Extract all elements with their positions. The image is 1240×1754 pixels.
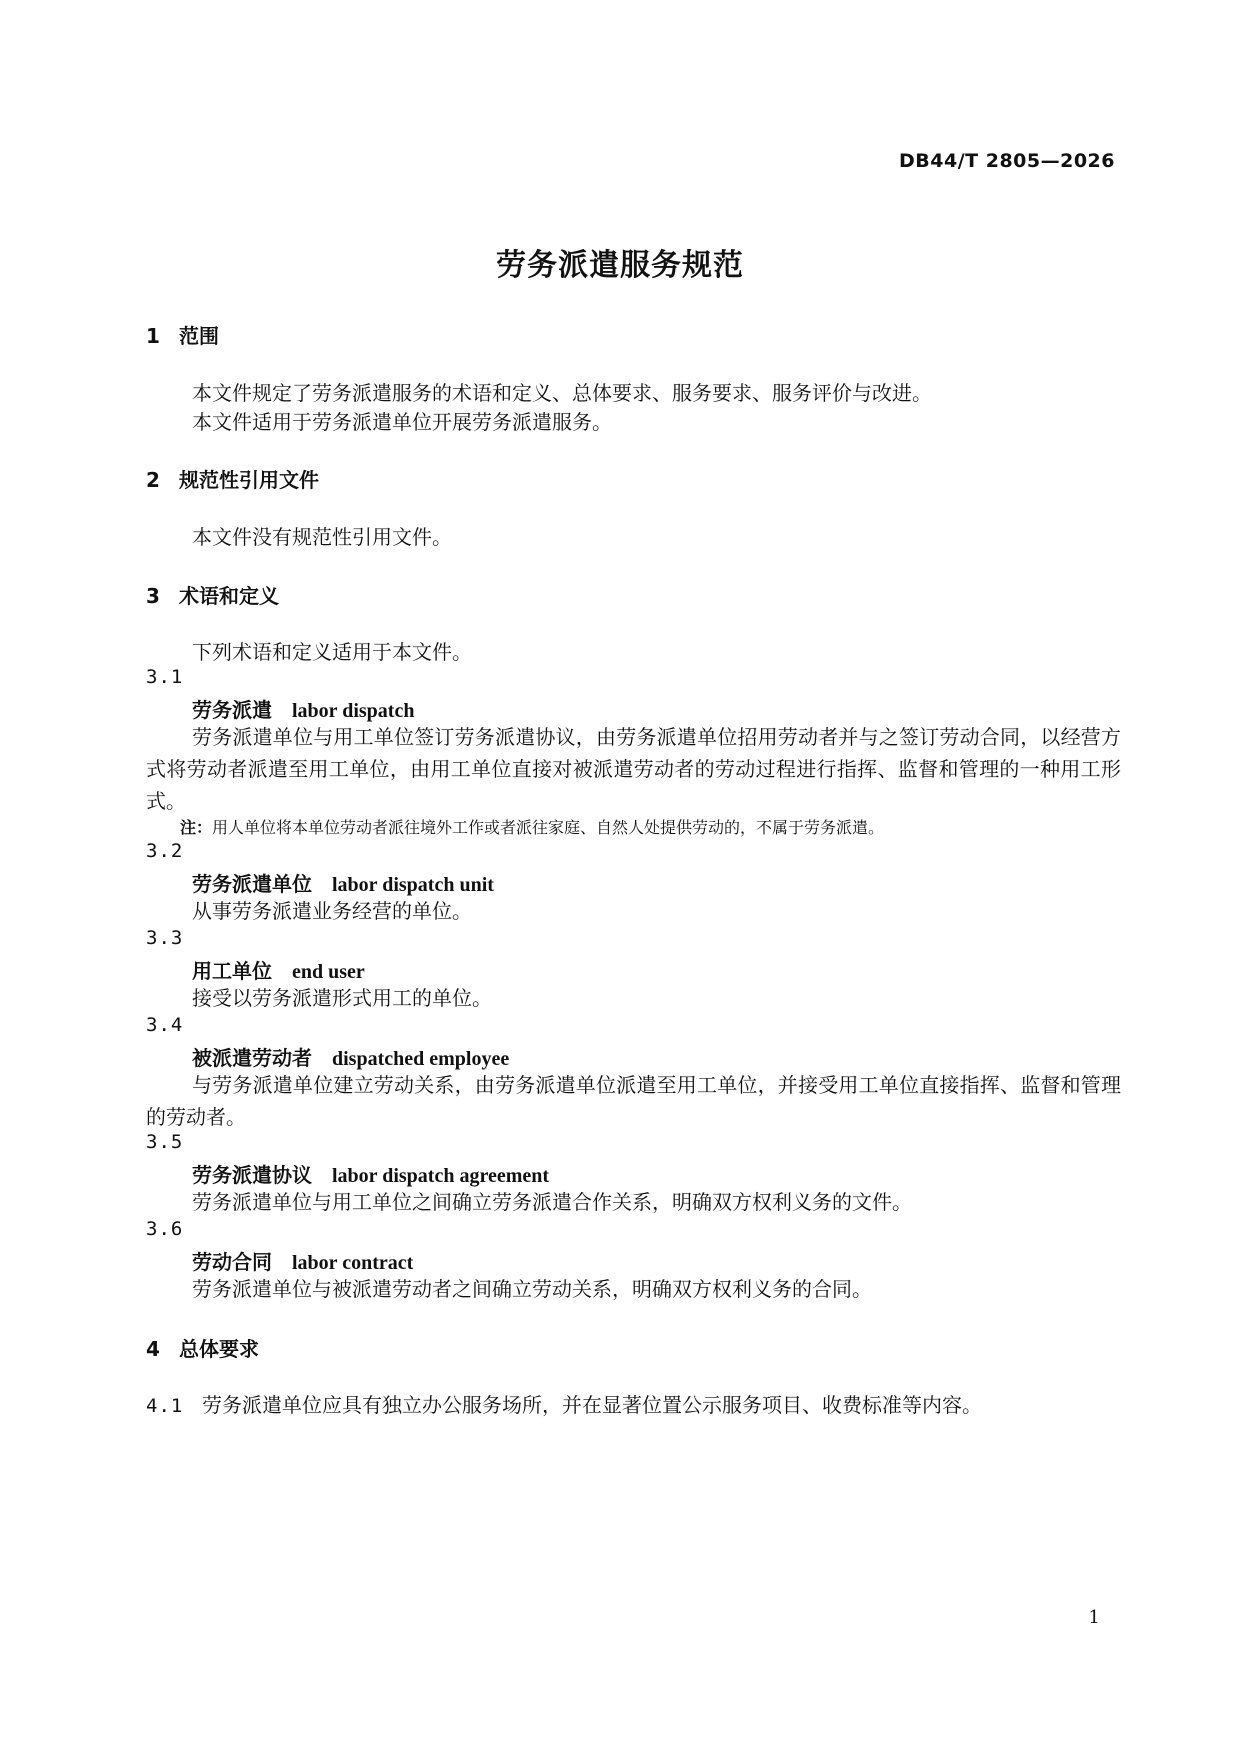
- section-heading-2: [146, 464, 319, 493]
- term-zh: 劳务派遣: [192, 698, 272, 722]
- section-title: 总体要求: [179, 1337, 259, 1361]
- term-zh: 被派遣劳动者: [192, 1046, 312, 1070]
- term-en: end user: [292, 961, 365, 983]
- section-title: 规范性引用文件: [179, 468, 319, 492]
- term-entry: [192, 955, 365, 984]
- page-number: 1: [1088, 1607, 1100, 1628]
- term-en: labor dispatch unit: [332, 874, 494, 896]
- term-en: labor dispatch agreement: [332, 1165, 550, 1187]
- term-definition: 劳务派遣单位与用工单位签订劳务派遣协议，由劳务派遣单位招用劳动者并与之签订劳动合同，以经营方式将劳动者派遣至用工单位，由用工单位直接对被派遣劳动者的劳动过程进行指挥、监督和管理的一种用工形式。: [146, 725, 1121, 813]
- term-definition: 劳务派遣单位与被派遣劳动者之间确立劳动关系，明确双方权利义务的合同。: [192, 1277, 872, 1301]
- term-zh: 劳动合同: [192, 1250, 272, 1274]
- paragraph: 下列术语和定义适用于本文件。: [192, 640, 472, 664]
- term-definition: 接受以劳务派遣形式用工的单位。: [192, 986, 492, 1010]
- paragraph: 本文件没有规范性引用文件。: [192, 525, 452, 549]
- section-number: 4: [146, 1337, 160, 1361]
- term-en: labor contract: [292, 1252, 414, 1274]
- clause-number: 3.4: [146, 1014, 184, 1036]
- note: [180, 815, 884, 838]
- clause-text: 劳务派遣单位应具有独立办公服务场所，并在显著位置公示服务项目、收费标准等内容。: [202, 1393, 982, 1417]
- clause-number: 3.3: [146, 927, 184, 949]
- term-definition: 与劳务派遣单位建立劳动关系，由劳务派遣单位派遣至用工单位，并接受用工单位直接指挥、监督和管理的劳动者。: [146, 1073, 1121, 1129]
- section-heading-1: [146, 320, 219, 349]
- term-en: dispatched employee: [332, 1048, 510, 1070]
- section-number: 3: [146, 584, 160, 608]
- term-zh: 用工单位: [192, 959, 272, 983]
- term-entry: [192, 868, 494, 897]
- clause-paragraph: [146, 1389, 982, 1418]
- document-title: 劳务派遣服务规范: [496, 248, 744, 283]
- term-entry: [192, 694, 414, 723]
- term-entry: [192, 1246, 413, 1275]
- clause-number: 3.1: [146, 666, 184, 688]
- section-title: 术语和定义: [179, 584, 279, 608]
- standard-code: DB44/T 2805—2026: [899, 150, 1115, 172]
- term-entry: [192, 1159, 549, 1188]
- term-entry: [192, 1042, 509, 1071]
- section-heading-3: [146, 580, 279, 609]
- term-zh: 劳务派遣协议: [192, 1163, 312, 1187]
- section-heading-4: [146, 1333, 259, 1362]
- clause-number: 4.1: [146, 1395, 184, 1417]
- clause-number: 3.2: [146, 840, 184, 862]
- term-definition: 从事劳务派遣业务经营的单位。: [192, 899, 472, 923]
- note-text: 用人单位将本单位劳动者派往境外工作或者派往家庭、自然人处提供劳动的，不属于劳务派遣。: [212, 818, 885, 837]
- paragraph: 本文件适用于劳务派遣单位开展劳务派遣服务。: [192, 410, 612, 434]
- term-en: labor dispatch: [292, 700, 415, 722]
- clause-number: 3.6: [146, 1218, 184, 1240]
- note-label: 注：: [180, 818, 213, 837]
- section-title: 范围: [179, 324, 219, 348]
- section-number: 2: [146, 468, 160, 492]
- paragraph: 本文件规定了劳务派遣服务的术语和定义、总体要求、服务要求、服务评价与改进。: [192, 381, 932, 405]
- term-zh: 劳务派遣单位: [192, 872, 312, 896]
- clause-number: 3.5: [146, 1131, 184, 1153]
- term-definition: 劳务派遣单位与用工单位之间确立劳务派遣合作关系，明确双方权利义务的文件。: [192, 1190, 912, 1214]
- section-number: 1: [146, 324, 160, 348]
